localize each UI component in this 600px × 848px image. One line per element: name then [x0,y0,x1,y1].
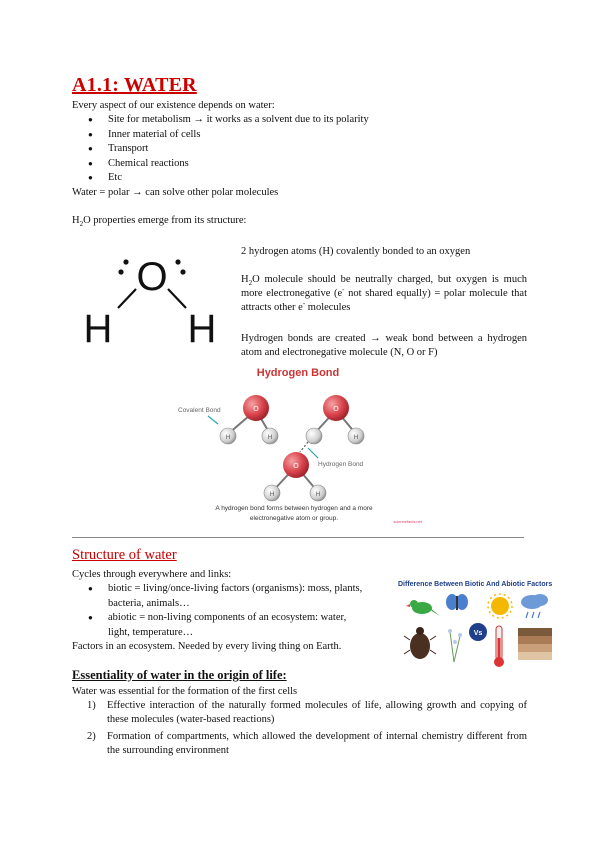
thermometer-icon [494,626,504,667]
list-item: ● Site for metabolism → it works as a solvent due to its polarity [88,113,369,128]
butterfly-icon [446,594,468,610]
list-item: ● biotic = living/once-living factors (organisms): moss, plants, bacteria, animals… [88,582,388,611]
lone-pair-dot [175,259,180,264]
section-divider [72,537,524,538]
beetle-icon [404,627,436,659]
essentiality-list [87,699,527,761]
section-heading-essentiality: Essentiality of water in the origin of life: [72,668,287,682]
figure-caption-line-2: electronegative atom or group. [249,515,339,522]
structure-note-2: $H_2O$ molecule should be neutrally charged, but oxygen is much more electronegative (e- not shared equally) = polar molecule that attracts other e- molecules [241,274,528,313]
oxygen-atom-label: O [136,255,168,299]
essentiality-intro: Water was essential for the formation of the first cells [72,686,298,697]
oxygen-atom-label: O [333,406,339,413]
water-molecule-diagram [78,240,228,350]
figure-credit: sciencefacts.net [393,519,422,524]
structure-note-1: 2 hydrogen atoms (H) covalently bonded to an oxygen [241,246,471,257]
hbond-figure-title: Hydrogen Bond [256,367,340,379]
hydrogen-atom-label: H [267,435,273,441]
flower-icon [448,629,462,662]
sun-icon [488,594,512,618]
label-arrow [208,416,218,424]
soil-layers-icon [518,628,552,660]
figure-caption-line-1: A hydrogen bond forms between hydrogen and a more [215,505,373,512]
cycles-line: Cycles through everywhere and links: [72,569,232,580]
hydrogen-atom [306,428,322,444]
hydrogen-atom-label: H [353,435,359,441]
hydrogen-atom-label: H [269,492,275,498]
list-item: ● Transport [88,142,369,157]
hydrogen-bond-line [300,442,308,452]
covalent-bond-line [168,289,186,308]
oxygen-atom-label: O [293,463,299,470]
section-heading-structure: Structure of water [72,547,177,563]
list-item: ● abiotic = non-living components of an ecosystem: water, light, temperature… [88,611,388,640]
covalent-bond-label: Covalent Bond [178,407,221,414]
biotic-abiotic-figure [392,576,572,676]
lone-pair-dot [180,269,185,274]
factors-bullet-list [88,582,388,640]
page-title: A1.1: WATER [72,74,197,96]
list-item: ● Chemical reactions [88,157,369,172]
oxygen-atom-label: O [253,406,259,413]
structure-note-3: Hydrogen bonds are created → weak bond between a hydrogen atom and electronegative molecule (N, O or F) [241,333,527,358]
hydrogen-atom-label: H [83,307,113,350]
hydrogen-atom-label: H [315,492,321,498]
parrot-icon [406,600,440,616]
hydrogen-atom-label: H [225,435,231,441]
factors-line: Factors in an ecosystem. Needed by every living thing on Earth. [72,641,342,652]
list-item: 1) Effective interaction of the naturally formed molecules of life, allowing growth and copying of these molecules (water-based reactions) [87,700,527,725]
list-item: ● Inner material of cells [88,128,369,143]
polar-line: Water = polar → can solve other polar molecules [72,187,279,198]
rain-cloud-icon [521,594,548,618]
lone-pair-dot [123,259,128,264]
list-item: 2) Formation of compartments, which allowed the development of internal chemistry different from the surrounding environment [87,731,527,756]
covalent-bond-line [118,289,136,308]
hydrogen-bond-figure [172,362,434,530]
lone-pair-dot [118,269,123,274]
h2o-properties-line: $H_2O$ properties emerge from its structure: [72,215,247,229]
intro-text: Every aspect of our existence depends on water: [72,100,275,111]
vs-label: Vs [473,630,483,637]
intro-bullet-list [88,113,369,186]
hydrogen-atom-label: H [187,307,217,350]
hydrogen-bond-label: Hydrogen Bond [318,461,364,468]
label-arrow [308,448,318,458]
biotic-figure-title: Difference Between Biotic And Abiotic Factors [398,581,553,588]
list-item: ● Etc [88,171,369,186]
